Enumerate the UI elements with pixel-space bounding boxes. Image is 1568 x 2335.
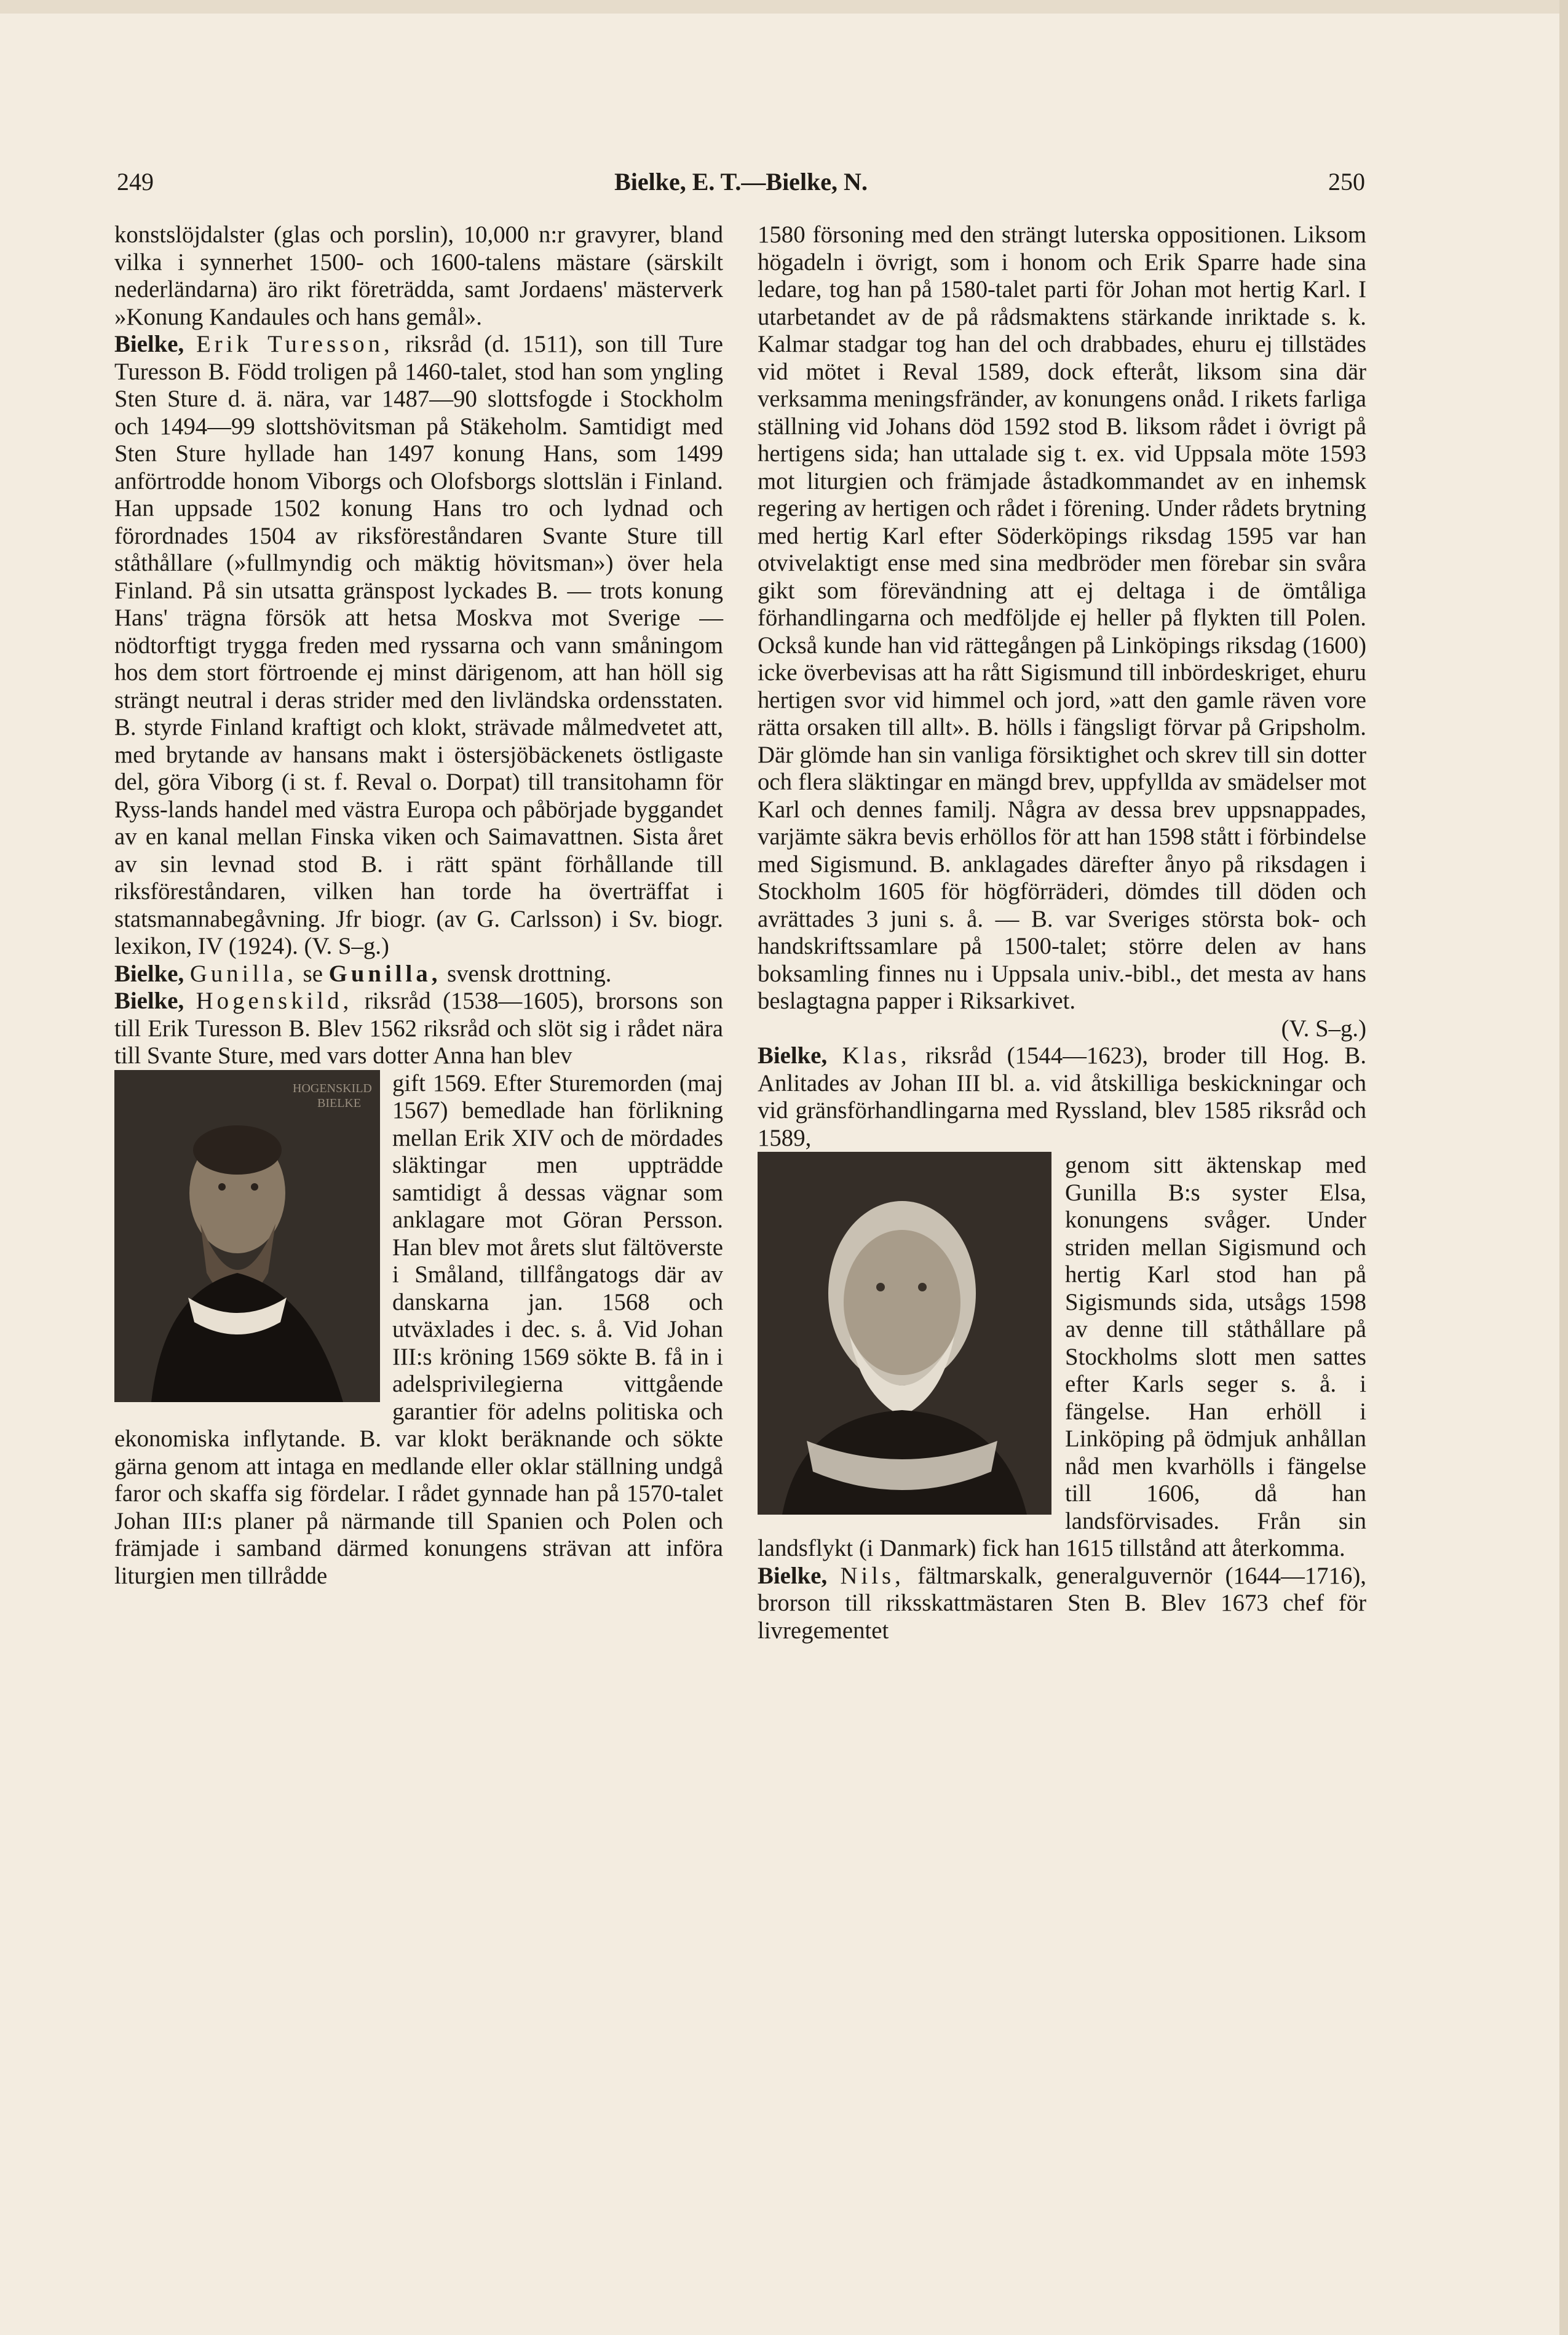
entry-hogenskild-continued: gift 1569. Efter Sturemorden (maj 1567) bemedlade han förlikning mellan Erik XIV och de mördades släktingar men uppträdde samtidigt å dessas vägnar som anklagare mot Göran Persson. Han blev mot årets slut fältöverste i Småland, tillfångatogs där av danskarna jan. 1568 och utväxlades i dec. s. å. Vid Johan III:s kröning 1569 sökte B. få in i adelsprivilegierna vittgående garantier för adelns politiska och ekonomiska inflytande. B. var klokt beräknande och sökte gärna genom att intaga en medlande eller oklar ställning undgå faror och skaffa sig fördelar. I rådet gynnade han på 1570-talet Johan III:s planer på närmande till Spanien och Polen och främjade i samband därmed konungens strävan att införa liturgien men tillrådde (114, 1069, 723, 1589)
page-edge-right (1559, 0, 1568, 2335)
entry-text: fältmarskalk, generalguvernör (1644—1716), brorson till riksskattmästaren Sten B. Blev 1673 chef för livregementet (758, 1562, 1366, 1644)
entry-given-name: Klas, (842, 1042, 911, 1069)
right-column (758, 221, 1366, 1644)
continuation-paragraph: konstslöjdalster (glas och porslin), 10,000 n:r gravyrer, bland vilka i synnerhet 1500- och 1600-talens mästare (särskilt nederländarna) äro rikt företrädda, samt Jordaens' mästerverk »Konung Kandaules och hans gemål». (114, 221, 723, 330)
svg-text:BIELKE: BIELKE (317, 1096, 362, 1110)
entry-klas-continued: genom sitt äktenskap med Gunilla B:s syster Elsa, konungens svåger. Under striden mellan Sigismund och hertig Karl stod han på Sigismunds sida, utsågs 1598 av denne till ståthållare på Stockholms slott men sattes efter Karls seger s. å. i fängelse. Han erhöll i Linköping på ödmjuk anhållan nåd men kvarhölls i fängelse till 1606, då han landsförvisades. Från sin landsflykt (i Danmark) fick han 1615 tillstånd att återkomma. (758, 1152, 1366, 1561)
right-page-number: 250 (1328, 168, 1365, 196)
entry-given-name: Nils, (840, 1562, 905, 1589)
entry-erik-turesson (114, 331, 723, 961)
portrait-klas-bielke (758, 1152, 1051, 1515)
entry-text: riksråd (d. 1511), son till Ture Turesson B. Född troligen på 1460-talet, stod han som yngling Sten Sture d. ä. nära, var 1487—90 slottsfogde i Stockholm och 1494—99 slottshövitsman på Stäkeholm. Samtidigt med Sten Sture hyllade han 1497 konung Hans, som 1499 anförtrodde honom Viborgs och Olofsborgs slottslän i Finland. Han uppsade 1502 konung Hans tro och lydnad och förordnades 1504 av riksföreståndaren Svante Sture till ståthållare (»fullmyndig och mäktig hövitsman») över hela Finland. På sin utsatta gränspost lyckades B. — trots konung Hans' trägna försök att hetsa Moskva mot Sverige — nödtorftigt trygga freden med ryssarna och vann småningom hos dem stort förtroende ej minst därigenom, att han höll sig strängt neutral i deras strider med den livländska ordensstaten. B. styrde Finland kraftigt och klokt, strävade målmedvetet att, med brytande av hansans makt i östersjöbäckenets östligaste del, göra Viborg (i st. f. Reval o. Dorpat) till transitohamn för Ryss-lands handel med västra Europa och påbörjade byggandet av en kanal mellan Finska viken och Saimavattnen. Sista året av sin levnad stod B. i rätt spänt förhållande till riksföreståndaren, vilken han torde ha överträffat i statsmannabegåvning. Jfr biogr. (av G. Carlsson) i Sv. biogr. lexikon, IV (1924). (114, 331, 723, 959)
left-column (114, 221, 723, 1590)
entry-klas (758, 1042, 1366, 1152)
entry-surname: Bielke, (114, 331, 184, 357)
entry-surname: Bielke, (114, 960, 184, 987)
entry-text: 1580 försoning med den strängt luterska oppositionen. Liksom högadeln i övrigt, som i honom och Erik Sparre hade sina ledare, tog han på 1580-talet parti för Johan mot hertig Karl. I utarbetandet av de på rådsmaktens stärkande inriktade s. k. Kalmar stadgar tog han del och drabbades, ehuru ej tillstädes vid mötet i Reval 1589, dock efteråt, liksom sina där verksamma meningsfränder, av konungens onåd. I rikets farliga ställning vid Johans död 1592 stod B. liksom rådet i övrigt på hertigens sida; han uttalade sig t. ex. vid Uppsala möte 1593 mot liturgien och främjade åstadkommandet av en inhemsk regering av hertigen och rådet i förening. Under rådets brytning med hertig Karl efter Söderköpings riksdag 1595 var han otvivelaktigt ense med sina medbröder men förebar sin svåra gikt som förevändning att ej deltaga i de ömtåliga förhandlingarna och medföljde ej heller på flykten till Polen. Också kunde han vid rättegången på Linköpings riksdag (1600) icke överbevisas att ha rått Sigismund till inbördeskriget, ehuru hertigen svor vid himmel och jord, »att den gamle räven vore rätta orsaken till allt». B. hölls i fängsligt förvar på Gripsholm. Där glömde han sin vanliga försiktighet och skrev till sin dotter och flera släktingar en mängd brev, uppfyllda av smädelser mot Karl och dennes familj. Några av dessa brev uppsnappades, varjämte säkra bevis erhöllos för att han 1598 stått i förbindelse med Sigismund. B. anklagades därefter ånyo på riksdagen i Stockholm 1605 för högförräderi, dömdes till döden och avrättades 3 juni s. å. — B. var Sveriges största bok- och handskriftssamlare på 1500-talet; större delen av hans boksamling finnes nu i Uppsala univ.-bibl., det mesta av hans beslagtagna papper i Riksarkivet. (758, 221, 1366, 1014)
author-signature: (V. S–g.) (1281, 1015, 1366, 1042)
page-edge (0, 0, 1568, 14)
entry-text: svensk drottning. (447, 960, 612, 987)
running-title: Bielke, E. T.—Bielke, N. (614, 168, 868, 196)
entry-nils (758, 1563, 1366, 1645)
left-page-number: 249 (117, 168, 154, 196)
entry-surname: Bielke, (758, 1562, 828, 1589)
entry-given-name: Hogenskild, (196, 988, 353, 1014)
cross-reference-target: Gunilla, (328, 960, 441, 987)
portrait-hogenskild-bielke (114, 1070, 380, 1402)
portrait-inscription: HOGENSKILD (293, 1081, 372, 1095)
running-header (117, 167, 1365, 204)
entry-given-name: Erik Turesson, (196, 331, 394, 357)
entry-given-name: Gunilla, (189, 960, 297, 987)
portrait-image (758, 1152, 1051, 1515)
entry-surname: Bielke, (758, 1042, 828, 1069)
cross-reference: se (303, 960, 323, 987)
entry-hogenskild-continued (758, 221, 1366, 1042)
entry-surname: Bielke, (114, 988, 184, 1014)
entry-text: riksråd (1544—1623), broder till Hog. B. Anlitades av Johan III bl. a. vid åtskilliga beskickningar och vid gränsförhandlingarna med Ryssland, blev 1585 riksråd och 1589, (758, 1042, 1367, 1151)
entry-text: riksråd (1538—1605), brorsons son till Erik Turesson B. Blev 1562 riksråd och slöt sig i rådet nära till Svante Sture, med vars dotter Anna han blev (114, 988, 724, 1069)
portrait-image (114, 1070, 380, 1402)
entry-hogenskild (114, 988, 723, 1070)
entry-gunilla (114, 961, 723, 988)
author-signature: (V. S–g.) (304, 933, 389, 959)
